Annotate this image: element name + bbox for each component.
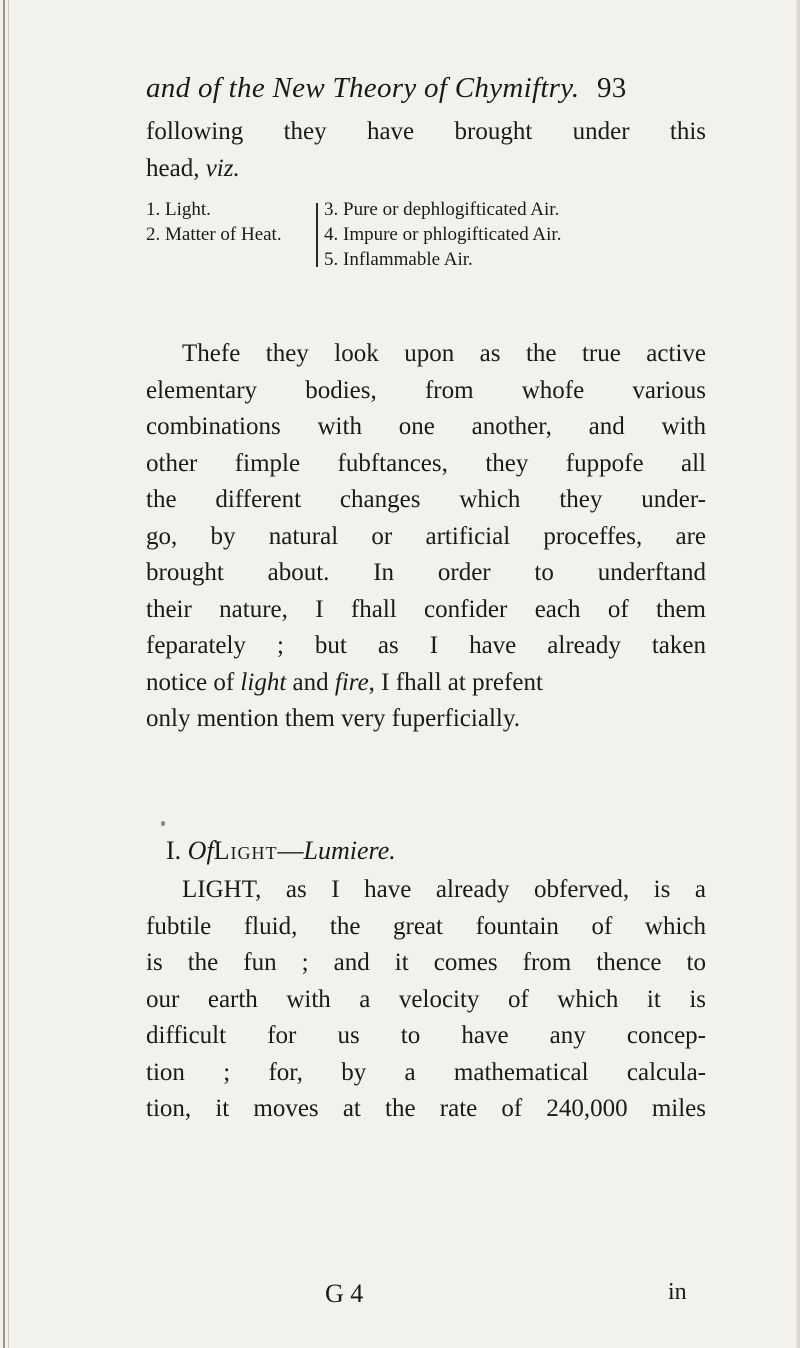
section-title: Light <box>213 836 278 865</box>
list-item: 4. Impure or phlogifticated Air. <box>324 224 562 245</box>
text-line <box>146 665 706 702</box>
list-item: 2. Matter of Heat. <box>146 224 282 245</box>
text-line: go, by natural or artificial proceffes, are <box>146 522 706 550</box>
text-span: notice of <box>146 668 241 696</box>
ink-speck <box>161 821 165 826</box>
text-line: is the fun ; and it comes from thence to <box>146 949 706 976</box>
text-span-italic: light <box>240 668 287 696</box>
text-line <box>146 151 706 188</box>
paragraph-1 <box>146 336 706 738</box>
section-heading <box>166 836 686 866</box>
running-title: and of the New Theory of Chymiftry. <box>146 72 580 104</box>
text-line: only mention them very fuperficially. <box>146 705 520 732</box>
section-of: Of <box>187 836 214 865</box>
text-line: their nature, I fhall confider each of them <box>146 595 706 623</box>
section-subtitle: Lumiere. <box>303 836 396 865</box>
list-item: 5. Inflammable Air. <box>324 249 473 270</box>
page-edge <box>796 0 800 1348</box>
text-span: head, <box>146 154 206 182</box>
text-span: and <box>286 668 335 696</box>
intro-text <box>146 114 706 187</box>
page-number: 93 <box>596 72 627 104</box>
text-line: brought about. In order to underftand <box>146 559 706 586</box>
list-divider <box>316 203 318 267</box>
text-line: the different changes which they under- <box>146 486 706 513</box>
running-header <box>146 72 706 105</box>
text-line: difficult for us to have any concep- <box>146 1022 706 1049</box>
section-numeral: I. <box>166 836 188 865</box>
text-line: feparately ; but as I have already taken <box>146 632 706 659</box>
gutter-line <box>8 0 9 1348</box>
paragraph-2 <box>146 872 706 1128</box>
list-column-left <box>146 197 316 247</box>
section-dash: — <box>277 836 304 865</box>
text-line: following they have brought under this <box>146 118 706 145</box>
catchword: in <box>668 1279 687 1305</box>
list-item: 1. Light. <box>146 199 211 220</box>
text-line: our earth with a velocity of which it is <box>146 985 706 1013</box>
list-item: 3. Pure or dephlogifticated Air. <box>324 199 560 220</box>
text-line: other fimple fubftances, they fuppofe all <box>146 449 706 477</box>
text-line: fubtile fluid, the great fountain of which <box>146 912 706 940</box>
text-line: elementary bodies, from whofe various <box>146 376 706 404</box>
text-span-italic: viz. <box>205 154 240 182</box>
signature-mark: G 4 <box>325 1279 364 1308</box>
text-line: LIGHT, as I have already obferved, is a <box>182 876 706 903</box>
list-column-right <box>324 197 724 272</box>
text-line: combinations with one another, and with <box>146 413 706 440</box>
text-span-italic: fire <box>334 668 369 696</box>
text-line: tion ; for, by a mathematical calcula- <box>146 1058 706 1086</box>
text-span: , I fhall at prefent <box>368 668 543 696</box>
text-line: tion, it moves at the rate of 240,000 miles <box>146 1095 706 1122</box>
gutter-shadow <box>3 0 5 1348</box>
text-line: Thefe they look upon as the true active <box>182 340 706 367</box>
